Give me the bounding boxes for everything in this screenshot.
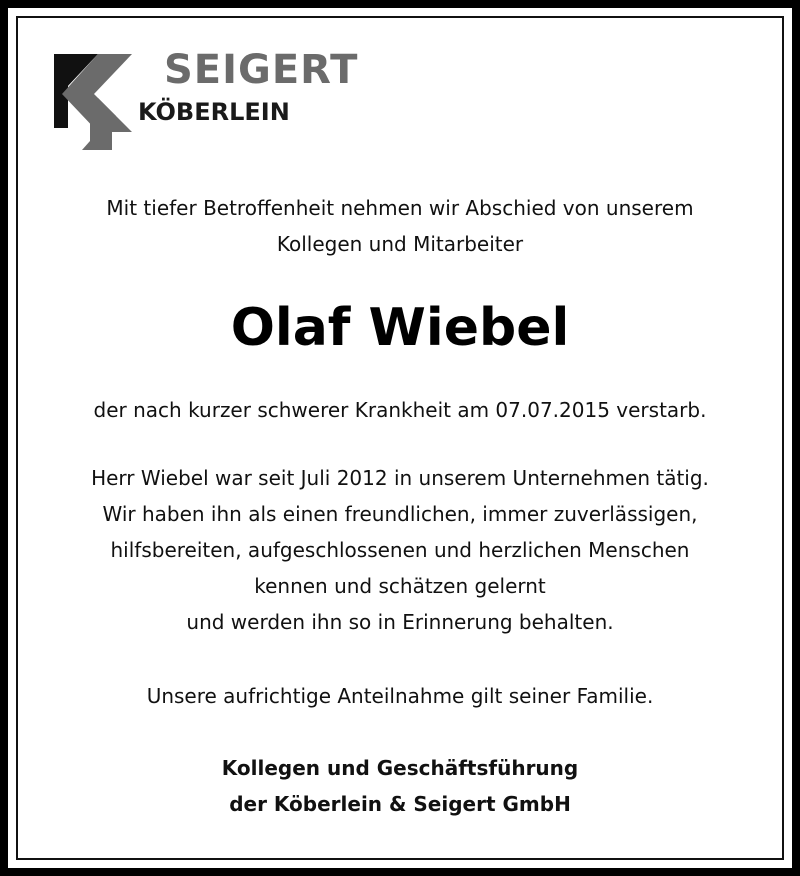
intro-text [18,190,782,262]
tribute-line: Herr Wiebel war seit Juli 2012 in unserem Unternehmen tätig. [91,466,709,490]
signature-line: der Köberlein & Seigert GmbH [229,792,571,816]
logo-brand-bottom: KÖBERLEIN [138,98,290,126]
tribute-line: hilfsbereiten, aufgeschlossenen und herzlichen Menschen [110,538,690,562]
signature-line: Kollegen und Geschäftsführung [221,756,579,780]
logo-brand-top: SEIGERT [164,47,359,93]
tribute-line: Wir haben ihn als einen freundlichen, immer zuverlässigen, [102,502,698,526]
intro-line: Mit tiefer Betroffenheit nehmen wir Abschied von unserem [106,196,694,220]
intro-line: Kollegen und Mitarbeiter [276,232,524,256]
outer-frame [8,8,792,868]
seigert-koeberlein-logo-mark-icon [54,54,134,150]
sympathy-line: Unsere aufrichtige Anteilnahme gilt seiner Familie. [146,684,654,708]
tribute-line: und werden ihn so in Erinnerung behalten. [186,610,614,634]
notice-card [16,16,784,860]
tribute-text [18,460,782,640]
signature [18,750,782,822]
tribute-line: kennen und schätzen gelernt [254,574,546,598]
deceased-name: Olaf Wiebel [230,298,570,358]
passed-line: der nach kurzer schwerer Krankheit am 07.07.2015 verstarb. [93,398,707,422]
